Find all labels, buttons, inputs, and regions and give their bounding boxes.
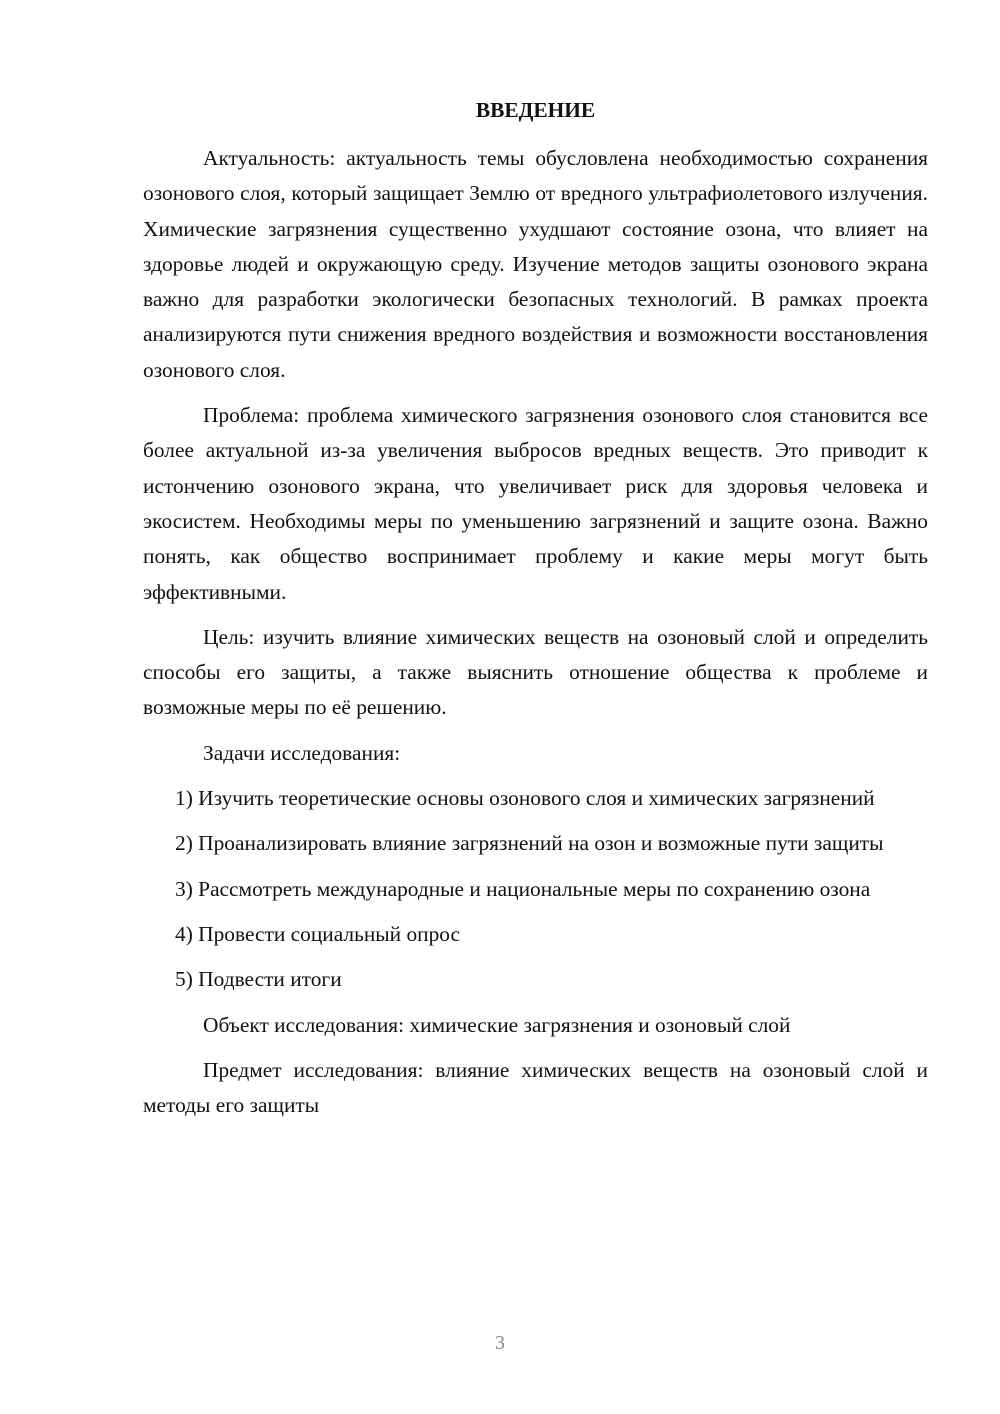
tasks-title: Задачи исследования: xyxy=(203,740,401,765)
document-page xyxy=(143,88,928,1133)
research-subject: Предмет исследования: влияние химических веществ на озоновый слой и методы его защиты xyxy=(143,1057,928,1118)
page-heading: ВВЕДЕНИЕ xyxy=(475,98,596,122)
paragraph-goal: Цель: изучить влияние химических веществ на озоновый слой и определить способы его защиты, а также выяснить отношение общества к проблеме и возможные меры по её решению. xyxy=(143,624,928,720)
page-number: 3 xyxy=(495,1332,505,1354)
task-item-3: 3) Рассмотреть международные и национальные меры по сохранению озона xyxy=(175,876,871,901)
task-item-5: 5) Подвести итоги xyxy=(175,967,342,992)
task-item-4: 4) Провести социальный опрос xyxy=(175,921,461,946)
paragraph-problem: Проблема: проблема химического загрязнения озонового слоя становится все более актуальной из-за увеличения выбросов вредных веществ. Это приводит к истончению озонового экрана, что увеличивает риск для здоровья человека и экосистем. Необходимы меры по уменьшению загрязнений и защите озона. Важно понять, как общество воспринимает проблему и какие меры могут быть эффективными. xyxy=(143,403,928,604)
paragraph-relevance: Актуальность: актуальность темы обусловлена необходимостью сохранения озонового слоя, который защищает Землю от вредного ультрафиолетового излучения. Химические загрязнения существенно ухудшают состояние озона, что влияет на здоровье людей и окружающую среду. Изучение методов защиты озонового экрана важно для разработки экологически безопасных технологий. В рамках проекта анализируются пути снижения вредного воздействия и возможности восстановления озонового слоя. xyxy=(143,146,928,382)
task-item-1: 1) Изучить теоретические основы озонового слоя и химических загрязнений xyxy=(175,786,875,811)
research-object: Объект исследования: химические загрязнения и озоновый слой xyxy=(203,1012,791,1037)
task-item-2: 2) Проанализировать влияние загрязнений на озон и возможные пути защиты xyxy=(175,831,884,856)
